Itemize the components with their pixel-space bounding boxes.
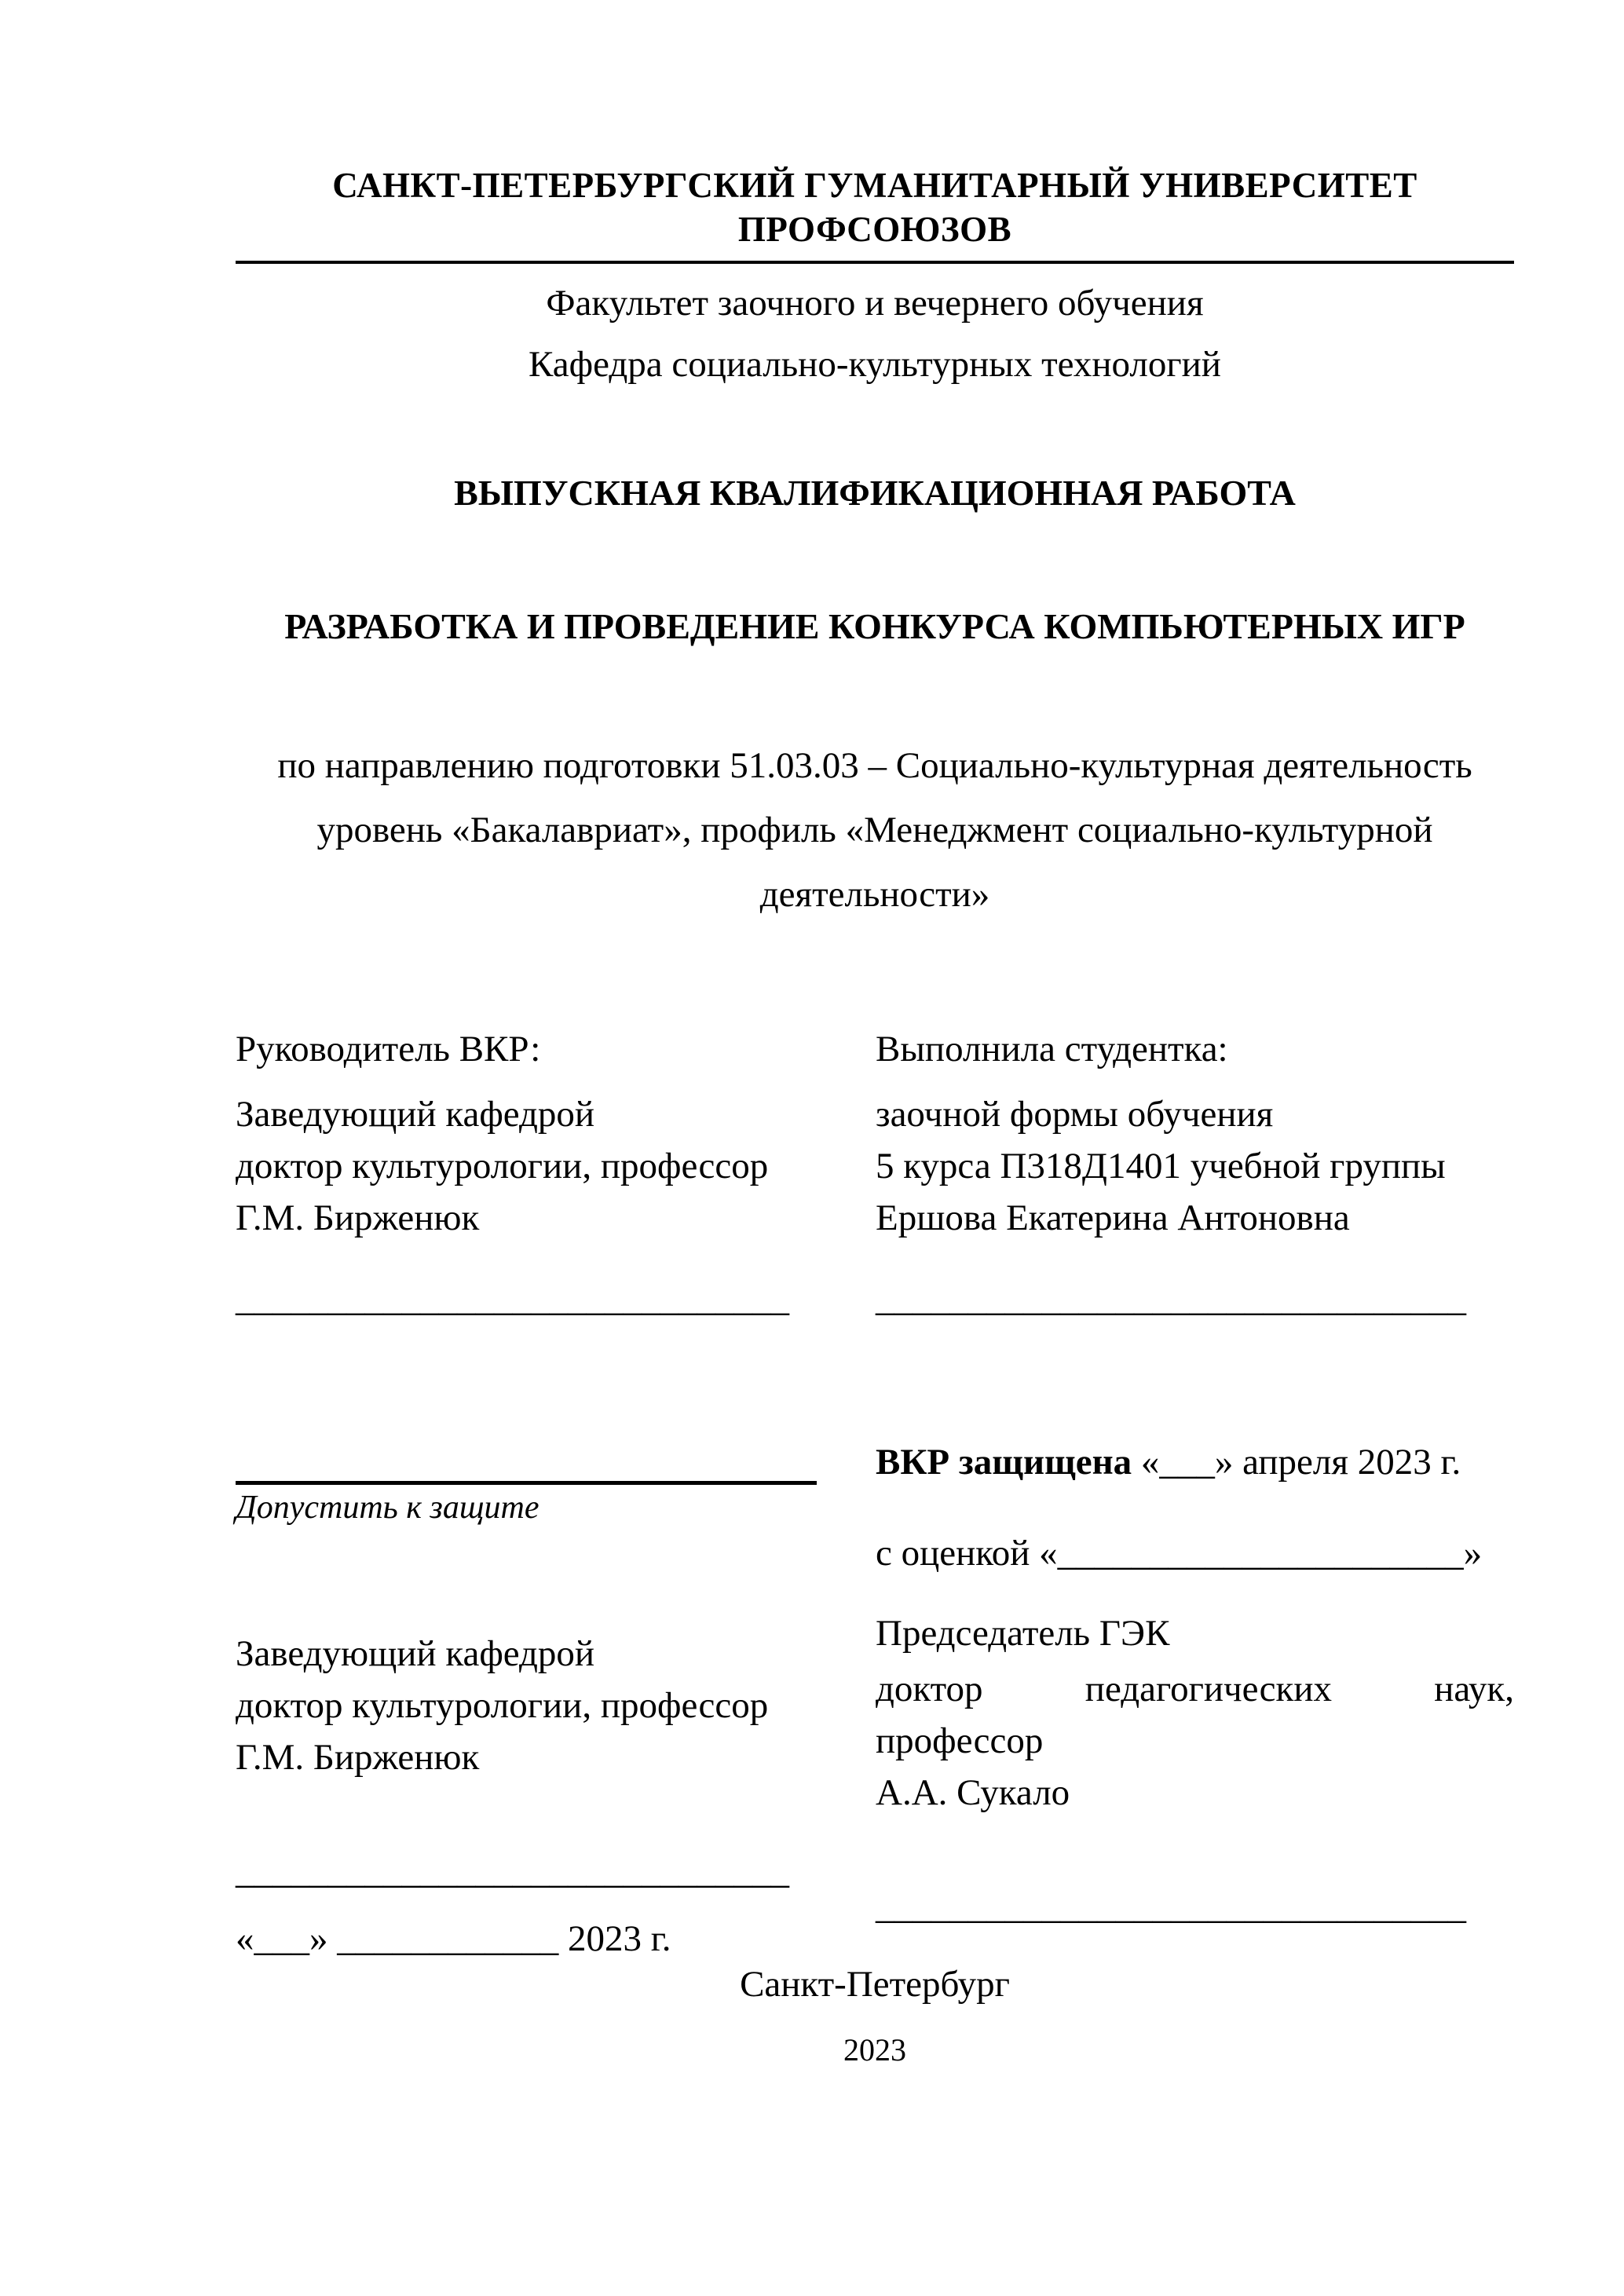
admission-signature-line: ______________________________ [236,1851,789,1892]
student-signature-line: ________________________________ [876,1278,1466,1319]
program-line-1: по направлению подготовки 51.03.03 – Социально-культурная деятельность [277,745,1472,786]
approval-section [236,1440,1514,1961]
student-label: Выполнила студентка: [876,1029,1228,1069]
header-rule [236,261,1514,264]
defense-date-line [876,1440,1514,1484]
year: 2023 [843,2032,906,2067]
admission-block [236,1440,828,1961]
city-name: Санкт-Петербург [740,1964,1010,2005]
department-name: Кафедра социально-культурных технологий [529,344,1221,385]
defense-defended-value: «___» апреля 2023 г. [1132,1442,1461,1483]
student-details [876,1088,1514,1244]
admission-position: Заведующий кафедрой [236,1633,595,1674]
admission-label: Допустить к защите [236,1490,540,1526]
program-line-2: уровень «Бакалавриат», профиль «Менеджмент социально-культурной [316,810,1433,850]
supervisor-signature-line: ______________________________ [236,1278,789,1319]
chairman-name: А.А. Сукало [876,1772,1070,1813]
defense-defended-label: ВКР защищена [876,1442,1132,1483]
supervisor-degree: доктор культурологии, профессор [236,1146,769,1186]
supervisor-position: Заведующий кафедрой [236,1094,595,1135]
program-line-3: деятельности» [759,874,990,915]
admission-degree: доктор культурологии, профессор [236,1685,769,1726]
faculty-name: Факультет заочного и вечернего обучения [546,283,1204,324]
admission-name: Г.М. Бирженюк [236,1737,480,1778]
supervisor-details [236,1088,828,1244]
defense-grade-line: с оценкой «______________________» [876,1533,1483,1574]
supervisor-name: Г.М. Бирженюк [236,1197,480,1238]
supervisor-block [236,1027,828,1321]
defense-block [876,1440,1514,1961]
student-name: Ершова Екатерина Антоновна [876,1197,1350,1238]
student-study-form: заочной формы обучения [876,1094,1274,1135]
chairman-degree: доктор педагогических наук, [876,1669,1514,1709]
admission-rule [236,1481,817,1485]
work-type-heading: ВЫПУСКНАЯ КВАЛИФИКАЦИОННАЯ РАБОТА [454,473,1296,513]
program-info [236,733,1514,927]
signatories-section [236,1027,1514,1321]
supervisor-label: Руководитель ВКР: [236,1029,541,1069]
admission-date-line: «___» ____________ 2023 г. [236,1918,671,1959]
university-name: САНКТ-ПЕТЕРБУРГСКИЙ ГУМАНИТАРНЫЙ УНИВЕРСИТЕТ ПРОФСОЮЗОВ [332,166,1417,249]
document-header [236,163,1514,386]
thesis-title: РАЗРАБОТКА И ПРОВЕДЕНИЕ КОНКУРСА КОМПЬЮТЕРНЫХ ИГР [284,606,1465,646]
chairman-details [876,1663,1514,1819]
student-group: 5 курса П318Д1401 учебной группы [876,1146,1446,1186]
chairman-signature-line: ________________________________ [876,1886,1466,1927]
admission-details [236,1628,828,1783]
chairman-title: Председатель ГЭК [876,1613,1170,1654]
student-block [876,1027,1514,1321]
chairman-rank: профессор [876,1720,1044,1761]
